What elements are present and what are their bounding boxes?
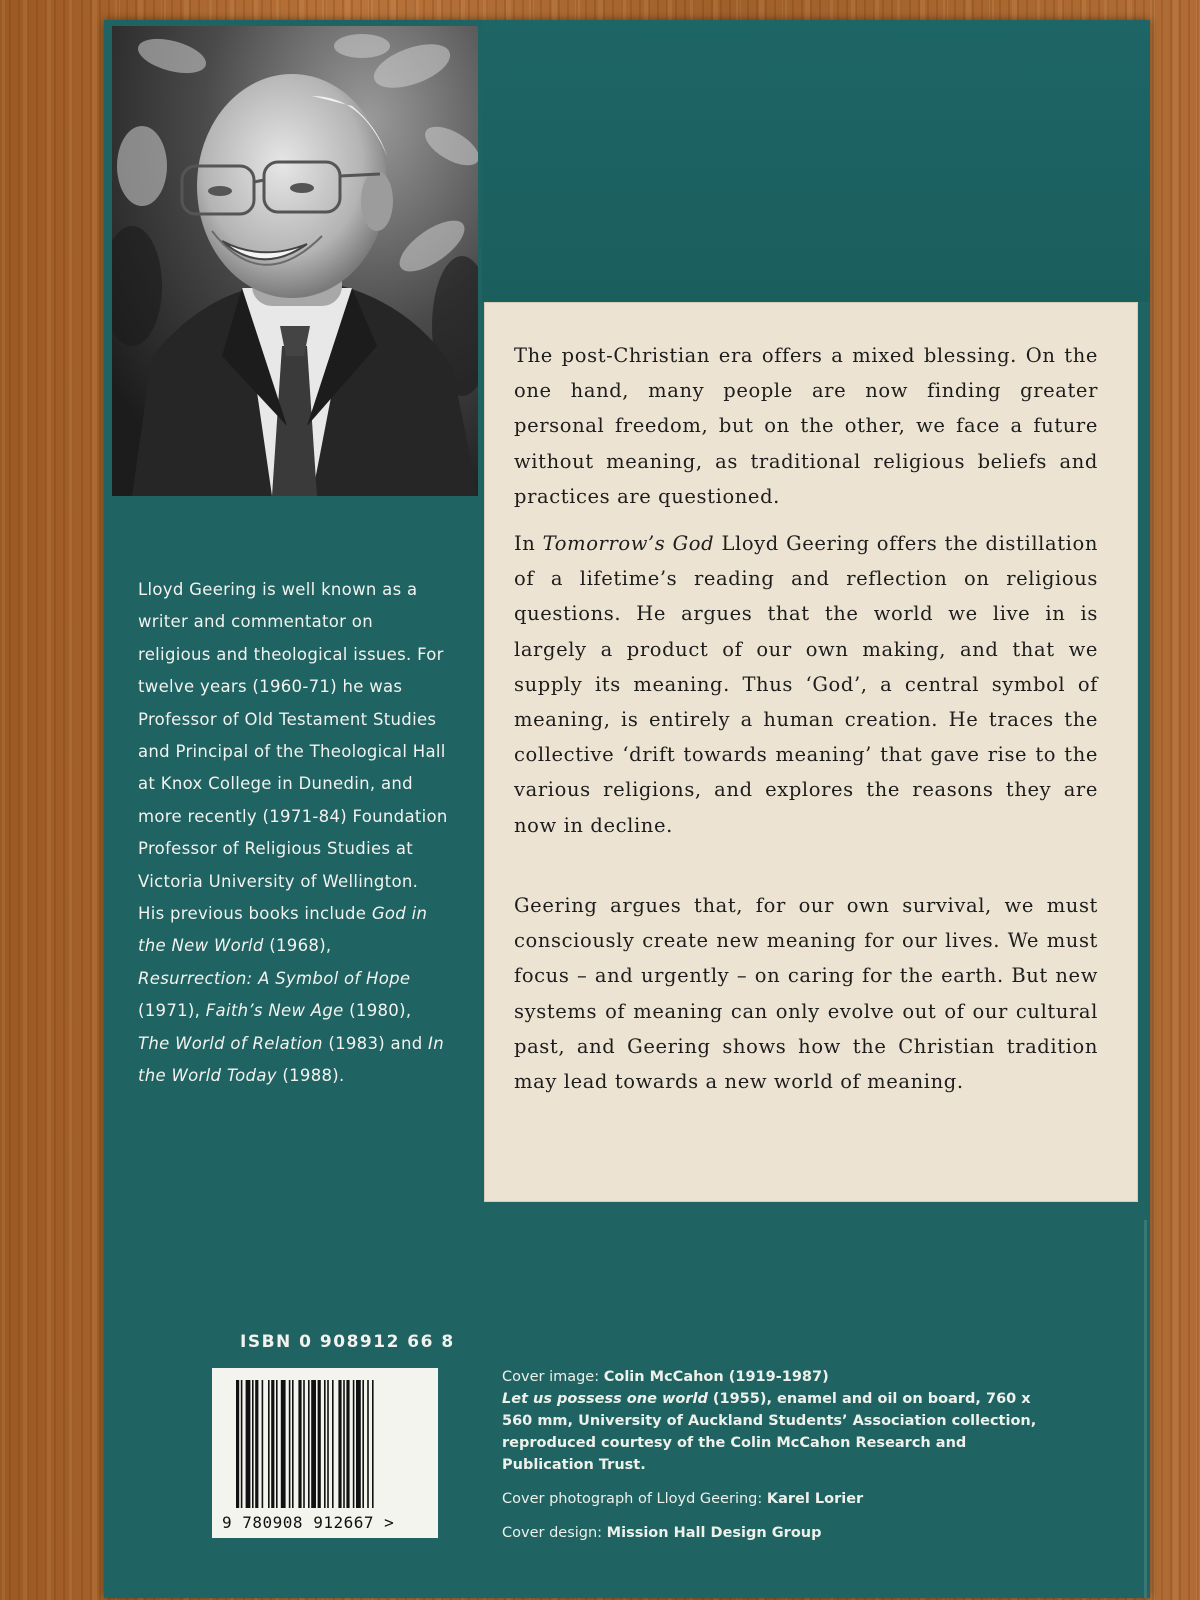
barcode-bar: [252, 1380, 254, 1508]
barcode-bar: [332, 1380, 334, 1508]
blurb-panel: [484, 302, 1138, 1202]
barcode-bar: [255, 1380, 258, 1508]
barcode-bar: [241, 1380, 243, 1508]
barcode-bar: [308, 1380, 310, 1508]
barcode-bar: [271, 1380, 274, 1508]
barcode-bar: [262, 1380, 264, 1508]
barcode-bar: [292, 1380, 294, 1508]
barcode-bar: [372, 1380, 374, 1508]
barcode-bar: [367, 1380, 369, 1508]
cover-credits: [502, 1366, 1062, 1556]
cover-crease: [1144, 1220, 1147, 1598]
barcode-bar: [324, 1380, 326, 1508]
barcode-bar: [303, 1380, 305, 1508]
blurb-paragraph-2: In Tomorrow’s God Lloyd Geering offers the distillation of a lifetime’s reading and reflection on religious questions. He argues that the world we live in is largely a product of our own making, and that we supply its meaning. Thus ‘God’, a central symbol of meaning, is entirely a human creation. He traces the collective ‘drift towards meaning’ that gave rise to the various religions, and explores the reasons they are now in decline.: [514, 532, 1098, 837]
barcode-bar: [289, 1380, 291, 1508]
barcode-bar: [236, 1380, 239, 1508]
barcode-bar: [298, 1380, 301, 1508]
barcode-bar: [356, 1380, 361, 1508]
book-title: Tomorrow’s God: [542, 532, 715, 555]
isbn-number: ISBN 0 908912 66 8: [240, 1332, 455, 1352]
barcode-bar: [362, 1380, 364, 1508]
cover-design-credit: Cover design: Mission Hall Design Group: [502, 1525, 822, 1541]
barcode-bar: [276, 1380, 278, 1508]
author-photo: [112, 26, 478, 496]
top-teal-strip: [482, 20, 1150, 302]
cover-photo-credit: Cover photograph of Lloyd Geering: Karel Lorier: [502, 1491, 864, 1507]
barcode-bar: [246, 1380, 251, 1508]
portrait-photo-icon: [112, 26, 478, 496]
barcode-bar: [338, 1380, 341, 1508]
blurb-paragraph-3: Geering argues that, for our own survival, we must consciously create new meaning for our lives. We must focus – and urgently – on caring for the earth. But new systems of meaning can only evolve out of our cultural past, and Geering shows how the Christian tradition may lead towards a new world of meaning.: [514, 894, 1098, 1094]
barcode-bar: [311, 1380, 316, 1508]
barcode-bar: [318, 1380, 321, 1508]
barcode: [212, 1368, 438, 1538]
book-back-cover: [104, 20, 1150, 1598]
blurb-paragraph-1: The post-Christian era offers a mixed blessing. On the one hand, many people are now finding greater personal freedom, but on the other, we face a future without meaning, as traditional religious beliefs and practices are questioned.: [514, 344, 1098, 508]
barcode-bar: [327, 1380, 329, 1508]
barcode-bar: [281, 1380, 286, 1508]
barcode-bar: [343, 1380, 345, 1508]
barcode-bar: [353, 1380, 355, 1508]
author-bio-text: Lloyd Geering is well known as a writer and commentator on religious and theological issues. For twelve years (1960-71) he was Professor of Old Testament Studies and Principal of the Theological Hall at Knox College in Dunedin, and more recently (1971-84) Foundation Professor of Religious Studies at Victoria University of Wellington. His previous books include God in the New World (1968), Resurrection: A Symbol of Hope (1971), Faith’s New Age (1980), The World of Relation (1983) and In the World Today (1988).: [138, 580, 448, 1086]
barcode-bar: [268, 1380, 270, 1508]
barcode-digits: 9 780908 912667 >: [222, 1513, 395, 1532]
barcode-bar: [346, 1380, 349, 1508]
cover-image-credit: Cover image: Colin McCahon (1919-1987) Let us possess one world (1955), enamel and oil on board, 760 x 560 mm, University of Auckland Students’ Association collection, reproduced courtesy of the Colin McCahon Research and Publication Trust.: [502, 1369, 1037, 1473]
